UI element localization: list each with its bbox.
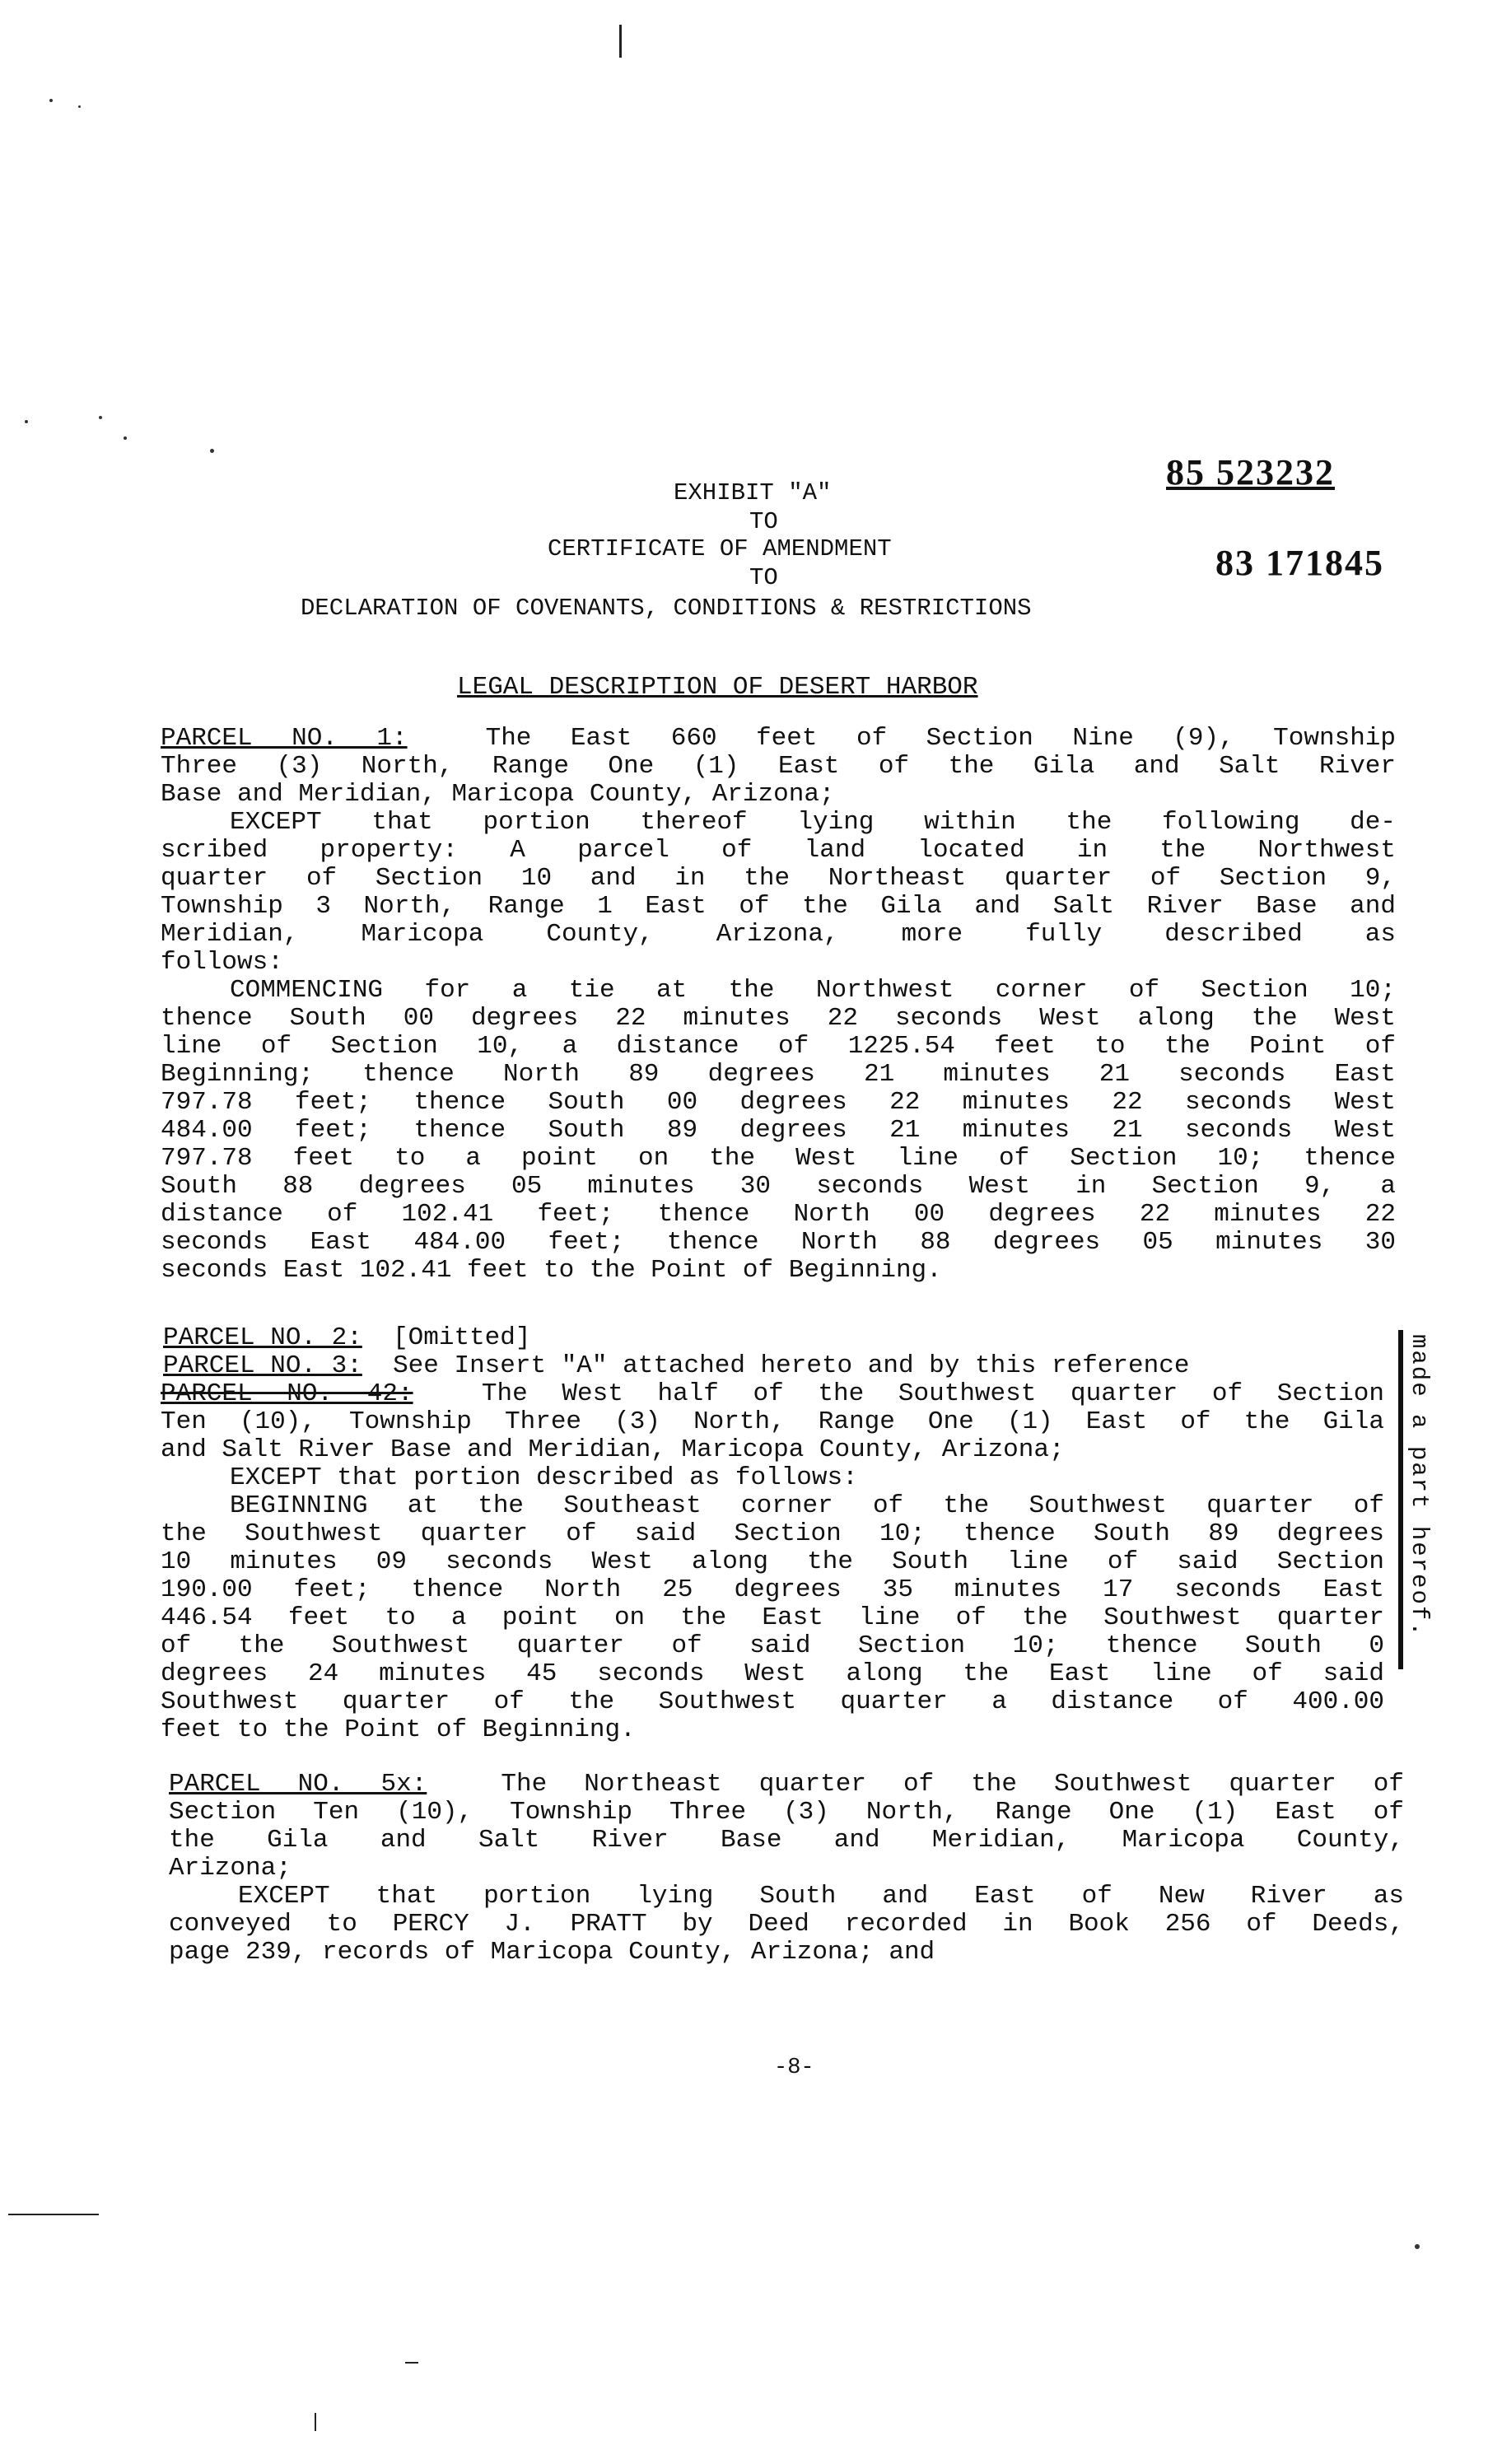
parcel-5-line: EXCEPT that portion lying South and East of New River as	[238, 1882, 1404, 1911]
parcel-4-label: PARCEL NO. 42:	[161, 1379, 413, 1408]
scan-mark	[315, 2413, 316, 2431]
to-line-1: TO	[749, 508, 778, 535]
parcel-1-line: Township 3 North, Range 1 East of the Gila and Salt River Base and	[161, 892, 1396, 921]
scan-speck	[49, 99, 53, 102]
parcel-5-line: Arizona;	[169, 1854, 292, 1883]
parcel-1-line: quarter of Section 10 and in the Northeast quarter of Section 9,	[161, 864, 1396, 893]
parcel-4-line: Ten (10), Township Three (3) North, Range One (1) East of the Gila	[161, 1407, 1384, 1436]
parcel-4-line: and Salt River Base and Meridian, Maricopa County, Arizona;	[161, 1435, 1065, 1464]
parcel-4-line: 10 minutes 09 seconds West along the South line of said Section	[161, 1547, 1384, 1576]
recording-stamp-2: 83 171845	[1215, 543, 1384, 583]
parcel-1-line: COMMENCING for a tie at the Northwest corner of Section 10;	[230, 976, 1396, 1005]
parcel-3-label: PARCEL NO. 3:	[163, 1351, 362, 1380]
margin-bar	[1398, 1330, 1403, 1669]
parcel-2-label: PARCEL NO. 2:	[163, 1323, 362, 1352]
scan-mark	[619, 25, 622, 58]
parcel-1-line: South 88 degrees 05 minutes 30 seconds West in Section 9, a	[161, 1172, 1396, 1201]
parcel-1-line: scribed property: A parcel of land located in the Northwest	[161, 836, 1396, 865]
parcel-4-line: of the Southwest quarter of said Section 10; thence South 0	[161, 1631, 1384, 1660]
parcel-3-text: See Insert "A" attached hereto and by this reference	[393, 1351, 1190, 1380]
scan-speck	[1415, 2244, 1420, 2249]
parcel-1-line: EXCEPT that portion thereof lying within the following de-	[230, 808, 1396, 837]
parcel-5-label: PARCEL NO. 5x:	[169, 1770, 427, 1799]
parcel-1-line: 797.78 feet to a point on the West line of Section 10; thence	[161, 1144, 1396, 1173]
parcel-1-label: PARCEL NO. 1:	[161, 724, 408, 753]
parcel-4-line: feet to the Point of Beginning.	[161, 1715, 636, 1744]
parcel-5-line: page 239, records of Maricopa County, Arizona; and	[169, 1938, 935, 1967]
parcel-1-line: thence South 00 degrees 22 minutes 22 seconds West along the West	[161, 1004, 1396, 1033]
parcel-1-line: follows:	[161, 948, 283, 977]
to-line-2: TO	[749, 564, 778, 591]
parcel-1-line: Meridian, Maricopa County, Arizona, more fully described as	[161, 920, 1396, 949]
parcel-1-line: line of Section 10, a distance of 1225.54 feet to the Point of	[161, 1032, 1396, 1061]
parcel-1-line: Beginning; thence North 89 degrees 21 minutes 21 seconds East	[161, 1060, 1396, 1089]
certificate-heading: CERTIFICATE OF AMENDMENT	[548, 535, 892, 562]
scan-speck	[210, 449, 214, 453]
parcel-5-line: Section Ten (10), Township Three (3) North, Range One (1) East of	[169, 1798, 1404, 1827]
parcel-1-line: seconds East 484.00 feet; thence North 88 degrees 05 minutes 30	[161, 1228, 1396, 1257]
scan-mark	[8, 2214, 99, 2215]
parcel-4-line: BEGINNING at the Southeast corner of the Southwest quarter of	[230, 1491, 1384, 1520]
exhibit-heading: EXHIBIT "A"	[674, 479, 832, 506]
parcel-1-line: 797.78 feet; thence South 00 degrees 22 minutes 22 seconds West	[161, 1088, 1396, 1117]
parcel-1-line: seconds East 102.41 feet to the Point of Beginning.	[161, 1256, 942, 1285]
parcel-1-line: Base and Meridian, Maricopa County, Arizona;	[161, 780, 835, 809]
parcel-5-line: the Gila and Salt River Base and Meridian, Maricopa County,	[169, 1826, 1404, 1855]
section-title: LEGAL DESCRIPTION OF DESERT HARBOR	[457, 673, 978, 702]
parcel-1	[161, 725, 1396, 1285]
parcel-1-line-1: PARCEL NO. 1: The East 660 feet of Section Nine (9), Township	[161, 724, 1396, 753]
parcel-4-line: the Southwest quarter of said Section 10; thence South 89 degrees	[161, 1519, 1384, 1548]
declaration-heading: DECLARATION OF COVENANTS, CONDITIONS & RESTRICTIONS	[301, 595, 1032, 622]
parcel-4	[161, 1380, 1384, 1744]
parcel-4-line: 190.00 feet; thence North 25 degrees 35 minutes 17 seconds East	[161, 1575, 1384, 1604]
parcel-5	[169, 1771, 1404, 1967]
recording-stamp-1: 85 523232	[1166, 452, 1335, 492]
parcel-1-line: distance of 102.41 feet; thence North 00 degrees 22 minutes 22	[161, 1200, 1396, 1229]
parcel-4-line: EXCEPT that portion described as follows:	[230, 1463, 858, 1492]
parcel-4-line: Southwest quarter of the Southwest quarter a distance of 400.00	[161, 1687, 1384, 1716]
scan-speck	[124, 436, 127, 440]
parcel-4-line: 446.54 feet to a point on the East line of the Southwest quarter	[161, 1603, 1384, 1632]
parcel-1-line: Three (3) North, Range One (1) East of the Gila and Salt River	[161, 752, 1396, 781]
scan-speck	[99, 416, 102, 419]
margin-note: made a part hereof.	[1406, 1334, 1433, 1638]
parcel-4-line-1: PARCEL NO. 42: The West half of the Southwest quarter of Section	[161, 1379, 1384, 1408]
parcel-5-line-1: PARCEL NO. 5x: The Northeast quarter of the Southwest quarter of	[169, 1770, 1404, 1799]
scan-mark	[405, 2362, 418, 2364]
parcel-2-text: [Omitted]	[393, 1323, 531, 1352]
parcel-4-line: degrees 24 minutes 45 seconds West along the East line of said	[161, 1659, 1384, 1688]
parcel-5-line: conveyed to PERCY J. PRATT by Deed recorded in Book 256 of Deeds,	[169, 1910, 1404, 1939]
scan-speck	[78, 105, 81, 108]
parcel-1-line: 484.00 feet; thence South 89 degrees 21 minutes 21 seconds West	[161, 1116, 1396, 1145]
scan-speck	[25, 420, 28, 423]
page-number: -8-	[774, 2056, 814, 2080]
parcel-3	[163, 1352, 1189, 1380]
parcel-2	[163, 1324, 531, 1352]
